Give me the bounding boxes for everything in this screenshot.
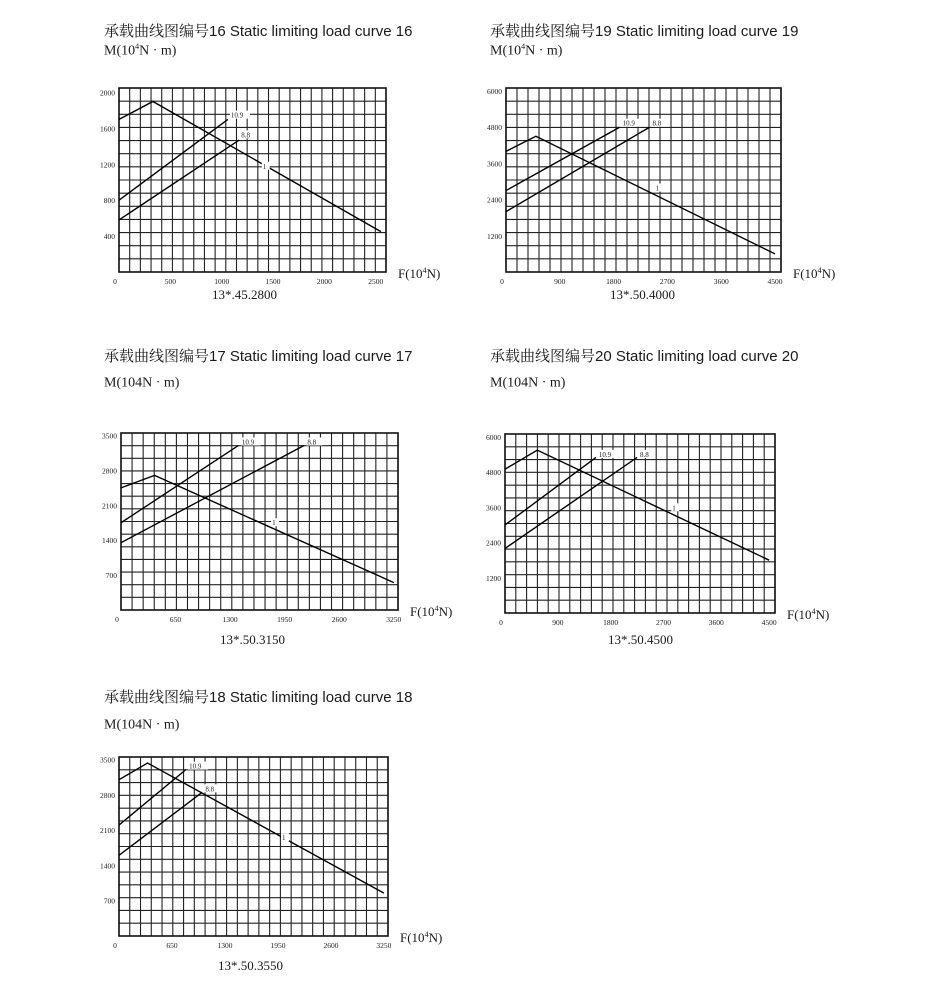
x-tick-label: 1950: [270, 941, 286, 950]
x-tick-label: 1300: [222, 615, 238, 624]
x-axis-label: $F(10^4N)$: [793, 266, 836, 281]
x-tick-label: 2700: [655, 618, 671, 627]
series-label-8.8: 8.8: [307, 438, 317, 447]
y-tick-label: 1400: [100, 861, 115, 871]
chart-17-title: 承载曲线图编号17 Static limiting load curve 17: [104, 348, 413, 365]
x-tick-label: 1800: [606, 277, 622, 286]
x-tick-label: 3600: [708, 618, 724, 627]
y-tick-label: 400: [103, 232, 115, 242]
y-tick-label: 1200: [486, 573, 501, 583]
series-line-8.8: [119, 792, 202, 855]
x-axis-label: $F(10^4N)$: [398, 266, 441, 281]
y-tick-label: 1200: [487, 231, 502, 241]
series-label-10.9: 10.9: [241, 438, 255, 447]
x-tick-label: 3250: [376, 941, 392, 950]
series-label-1: 1: [655, 184, 659, 193]
y-tick-label: 700: [105, 571, 117, 581]
y-tick-label: 6000: [487, 87, 502, 97]
series-label-1: 1: [282, 834, 286, 843]
x-tick-label: 500: [164, 277, 176, 286]
chart-18-model: 13*.50.3550: [218, 958, 283, 973]
y-tick-label: 4800: [487, 123, 502, 133]
series-label-1: 1: [262, 162, 267, 171]
y-tick-label: 2400: [486, 538, 501, 548]
x-tick-label: 2600: [323, 941, 339, 950]
x-tick-label: 0: [499, 618, 503, 627]
y-tick-label: 6000: [486, 432, 501, 442]
x-tick-label: 0: [113, 941, 117, 950]
x-axis-label: $F(10^4N)$: [787, 607, 830, 622]
x-tick-label: 2600: [331, 615, 347, 624]
chart-18-title: 承载曲线图编号18 Static limiting load curve 18: [104, 689, 413, 706]
x-tick-label: 1800: [603, 618, 619, 627]
chart-16-model: 13*.45.2800: [212, 287, 277, 302]
x-tick-label: 4500: [767, 277, 783, 286]
y-tick-label: 1400: [102, 536, 117, 546]
x-tick-label: 3600: [713, 277, 729, 286]
chart-16-y-axis-label: $M(10^4N \cdot m)$: [104, 42, 177, 59]
chart-20-model: 13*.50.4500: [608, 632, 673, 647]
x-axis-label: $F(10^4N)$: [400, 930, 443, 945]
y-tick-label: 3600: [487, 159, 502, 169]
y-tick-label: 4800: [486, 468, 501, 478]
series-label-10.9: 10.9: [189, 762, 202, 771]
y-tick-label: 2800: [102, 466, 117, 476]
chart-17-y-axis-label: M(104N · m): [104, 375, 180, 391]
y-tick-label: 1200: [100, 160, 115, 170]
chart-16-title: 承载曲线图编号16 Static limiting load curve 16: [104, 23, 413, 40]
y-tick-label: 2100: [100, 826, 115, 836]
y-tick-label: 2400: [487, 195, 502, 205]
y-tick-label: 3600: [486, 503, 501, 513]
y-tick-label: 700: [103, 896, 115, 906]
x-tick-label: 2500: [368, 277, 384, 286]
x-tick-label: 900: [554, 277, 566, 286]
chart-20-y-axis-label: M(104N · m): [490, 375, 566, 391]
x-tick-label: 1000: [214, 277, 230, 286]
grid: [119, 757, 388, 936]
y-tick-label: 2100: [102, 501, 117, 511]
x-tick-label: 1950: [277, 615, 293, 624]
series-label-1: 1: [272, 519, 276, 528]
y-tick-label: 2000: [100, 88, 115, 98]
y-tick-label: 800: [103, 196, 115, 206]
x-tick-label: 900: [552, 618, 564, 627]
x-tick-label: 650: [169, 615, 182, 624]
series-label-8.8: 8.8: [241, 131, 250, 140]
x-tick-label: 2700: [659, 277, 675, 286]
x-tick-label: 2000: [316, 277, 332, 286]
y-tick-label: 2800: [100, 790, 115, 800]
series-label-8.8: 8.8: [205, 785, 215, 794]
x-tick-label: 3250: [386, 615, 402, 624]
x-tick-label: 650: [166, 941, 178, 950]
series-label-8.8: 8.8: [652, 119, 662, 128]
x-tick-label: 1500: [265, 277, 281, 286]
y-tick-label: 1600: [100, 124, 115, 134]
x-tick-label: 1300: [217, 941, 233, 950]
x-tick-label: 0: [500, 277, 504, 286]
x-tick-label: 0: [113, 277, 117, 286]
chart-19-model: 13*.50.4000: [610, 287, 675, 302]
y-tick-label: 3500: [100, 755, 115, 765]
x-tick-label: 4500: [761, 618, 777, 627]
series-label-10.9: 10.9: [622, 119, 635, 128]
chart-20-title: 承载曲线图编号20 Static limiting load curve 20: [490, 348, 799, 365]
chart-19-y-axis-label: $M(10^4N \cdot m)$: [490, 42, 563, 59]
chart-17-model: 13*.50.3150: [220, 632, 285, 647]
x-tick-label: 0: [115, 615, 119, 624]
series-label-10.9: 10.9: [230, 111, 244, 120]
chart-19-title: 承载曲线图编号19 Static limiting load curve 19: [490, 23, 799, 40]
series-line-10.9: [119, 770, 186, 825]
y-tick-label: 3500: [102, 431, 117, 441]
series-label-10.9: 10.9: [598, 450, 612, 459]
x-axis-label: $F(10^4N)$: [410, 604, 453, 619]
series-label-8.8: 8.8: [640, 450, 649, 459]
series-label-1: 1: [672, 504, 676, 513]
chart-18-y-axis-label: M(104N · m): [104, 717, 180, 733]
